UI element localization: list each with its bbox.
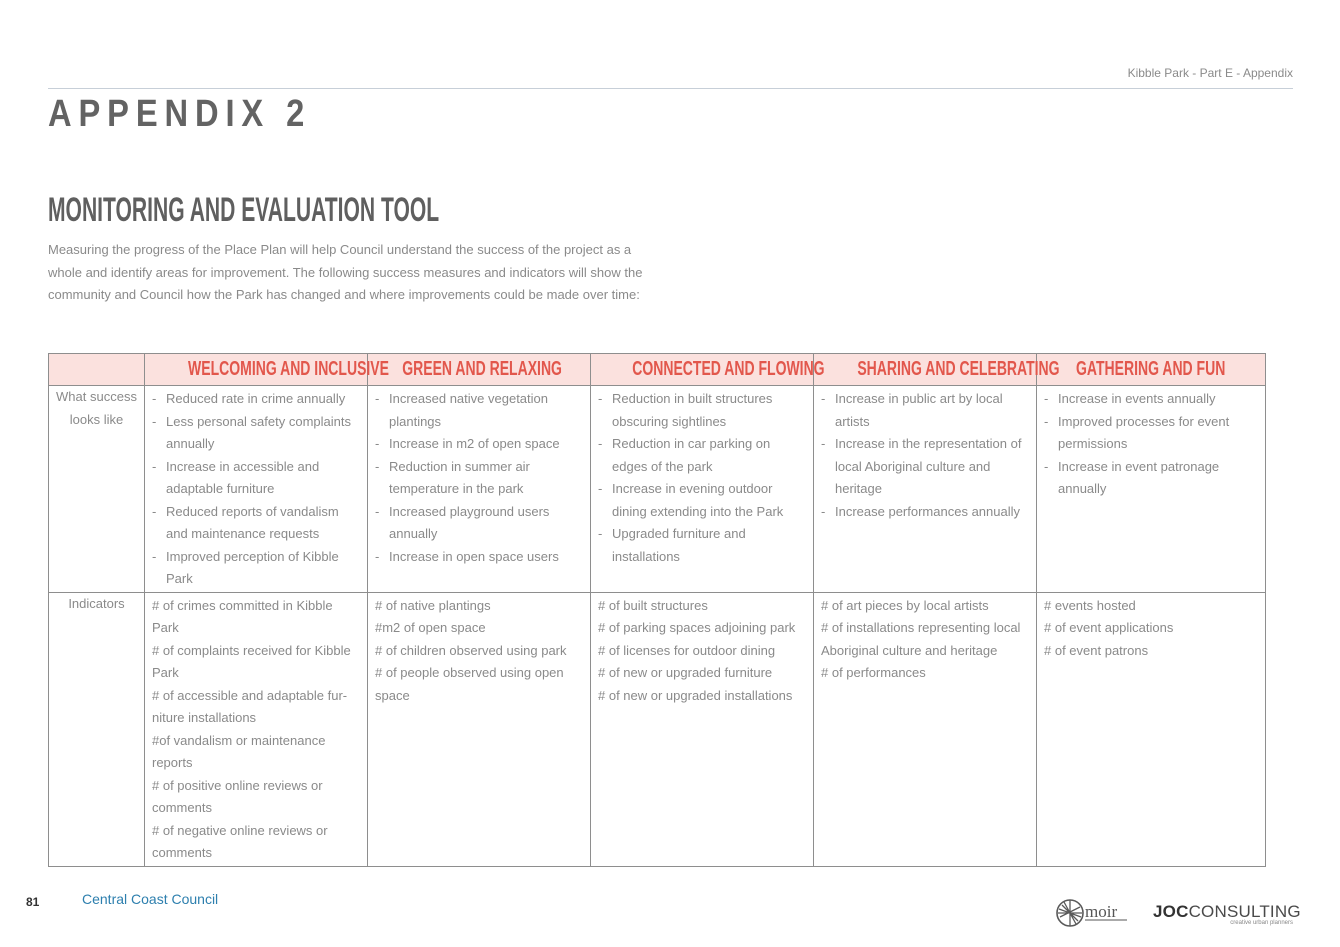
header-blank-cell	[49, 354, 145, 386]
list-item: - Increase in evening outdoor dining extending into the Park	[612, 478, 808, 523]
column-header-label: WELCOMING AND INCLUSIVE	[188, 358, 389, 380]
list-item: - Increase in event patronage annually	[1058, 456, 1260, 501]
table-cell	[591, 592, 814, 866]
joc-tagline: creative urban planners	[1230, 920, 1293, 926]
moir-wordmark: moir	[1085, 902, 1118, 921]
joc-wordmark	[1153, 902, 1301, 922]
moir-logo	[1055, 898, 1129, 928]
success-list	[592, 387, 812, 568]
indicator-list	[815, 594, 1035, 685]
column-header-label: SHARING AND CELEBRATING	[857, 358, 1060, 380]
indicator-item: # of event applications	[1044, 620, 1174, 635]
list-item: - Reduction in car parking on edges of the park	[612, 433, 808, 478]
section-title: MONITORING AND EVALUATION TOOL	[48, 191, 440, 229]
list-item: - Improved perception of Kibble Park	[166, 546, 362, 591]
list-item: - Increase in open space users	[389, 546, 585, 569]
list-item: - Increase in events annually	[1058, 388, 1260, 411]
success-list	[1038, 387, 1264, 501]
indicator-item: # of installations representing local Aboriginal culture and heritage	[821, 620, 1021, 658]
list-item: - Increase in the representation of local Aboriginal culture and heritage	[835, 433, 1031, 501]
column-header-label: CONNECTED AND FLOWING	[632, 358, 825, 380]
indicator-item: # of people observed using open space	[375, 665, 564, 703]
indicator-item: # of negative online reviews or comments	[152, 822, 328, 860]
indicator-item: # of complaints received for Kibble Park	[152, 642, 351, 680]
indicator-item: # of built structures	[598, 597, 708, 613]
indicator-item: # of licenses for outdoor dining	[598, 642, 776, 658]
table-cell	[1037, 386, 1266, 593]
indicator-item: #of vandalism or maintenance reports	[152, 732, 326, 770]
indicator-item: # events hosted	[1044, 597, 1136, 613]
table-cell	[368, 386, 591, 593]
moir-globe-icon	[1055, 898, 1129, 928]
table-cell	[145, 386, 368, 593]
column-header	[1037, 354, 1266, 386]
column-header-label: GATHERING AND FUN	[1076, 358, 1226, 380]
indicator-list	[146, 594, 366, 865]
column-header	[368, 354, 591, 386]
list-item: - Less personal safety complaints annually	[166, 411, 362, 456]
column-header	[814, 354, 1060, 386]
list-item: - Improved processes for event permissions	[1058, 411, 1260, 456]
joc-rest: CONSULTING	[1188, 902, 1301, 921]
indicator-item: # of crimes committed in Kibble Park	[152, 597, 333, 635]
list-item: - Reduced reports of vandalism and maintenance requests	[166, 501, 362, 546]
indicator-list	[1038, 594, 1264, 663]
indicator-item: # of positive online reviews or comments	[152, 777, 323, 815]
success-list	[815, 387, 1035, 523]
indicator-item: # of accessible and adaptable fur-niture installations	[152, 687, 348, 725]
list-item: - Increase in accessible and adaptable furniture	[166, 456, 362, 501]
success-list	[369, 387, 589, 568]
row-label: Indicators	[49, 592, 145, 866]
indicator-item: # of new or upgraded installations	[598, 687, 793, 703]
header-rule	[48, 88, 1293, 89]
list-item: - Increased native vegetation plantings	[389, 388, 585, 433]
list-item: - Reduced rate in crime annually	[166, 388, 362, 411]
indicator-item: # of parking spaces adjoining park	[598, 620, 796, 635]
joc-consulting-logo	[1153, 902, 1301, 930]
table-row-indicators	[49, 592, 1266, 866]
indicator-list	[592, 594, 812, 708]
table-header-row	[49, 354, 1266, 386]
list-item: - Reduction in built structures obscuring sightlines	[612, 388, 808, 433]
indicator-item: # of children observed using park	[375, 642, 567, 658]
list-item: - Reduction in summer air temperature in the park	[389, 456, 585, 501]
joc-bold: JOC	[1153, 902, 1189, 921]
appendix-title: APPENDIX 2	[48, 93, 312, 135]
indicator-list	[369, 594, 589, 708]
table-cell	[1037, 592, 1266, 866]
table-cell	[814, 592, 1037, 866]
page-number: 81	[26, 895, 40, 909]
table-cell	[814, 386, 1037, 593]
list-item: - Increase in public art by local artists	[835, 388, 1031, 433]
indicator-item: #m2 of open space	[375, 620, 486, 635]
running-head: Kibble Park - Part E - Appendix	[1127, 66, 1293, 80]
column-header	[591, 354, 825, 386]
row-label: What success looks like	[49, 386, 145, 593]
list-item: - Increase performances annually	[835, 501, 1031, 524]
list-item: - Increase in m2 of open space	[389, 433, 585, 456]
intro-paragraph: Measuring the progress of the Place Plan will help Council understand the success of the project as a whole and identify areas for improvement. The following success measures and indicators will show the community and Council how the Park has changed and where improvements could be made over time:	[48, 242, 643, 302]
column-header-label: GREEN AND RELAXING	[402, 358, 562, 380]
table-cell	[591, 386, 814, 593]
list-item: - Upgraded furniture and installations	[612, 523, 808, 568]
indicator-item: # of performances	[821, 665, 926, 680]
list-item: - Increased playground users annually	[389, 501, 585, 546]
table-cell	[368, 592, 591, 866]
success-list	[146, 387, 366, 591]
column-header	[145, 354, 389, 386]
footer-organisation: Central Coast Council	[82, 891, 219, 907]
indicator-item: # of native plantings	[375, 597, 491, 613]
indicator-item: # of art pieces by local artists	[821, 597, 989, 613]
table-cell	[145, 592, 368, 866]
monitoring-table	[48, 353, 1266, 867]
indicator-item: # of new or upgraded furniture	[598, 665, 773, 680]
indicator-item: # of event patrons	[1044, 642, 1149, 658]
table-row-success	[49, 386, 1266, 593]
